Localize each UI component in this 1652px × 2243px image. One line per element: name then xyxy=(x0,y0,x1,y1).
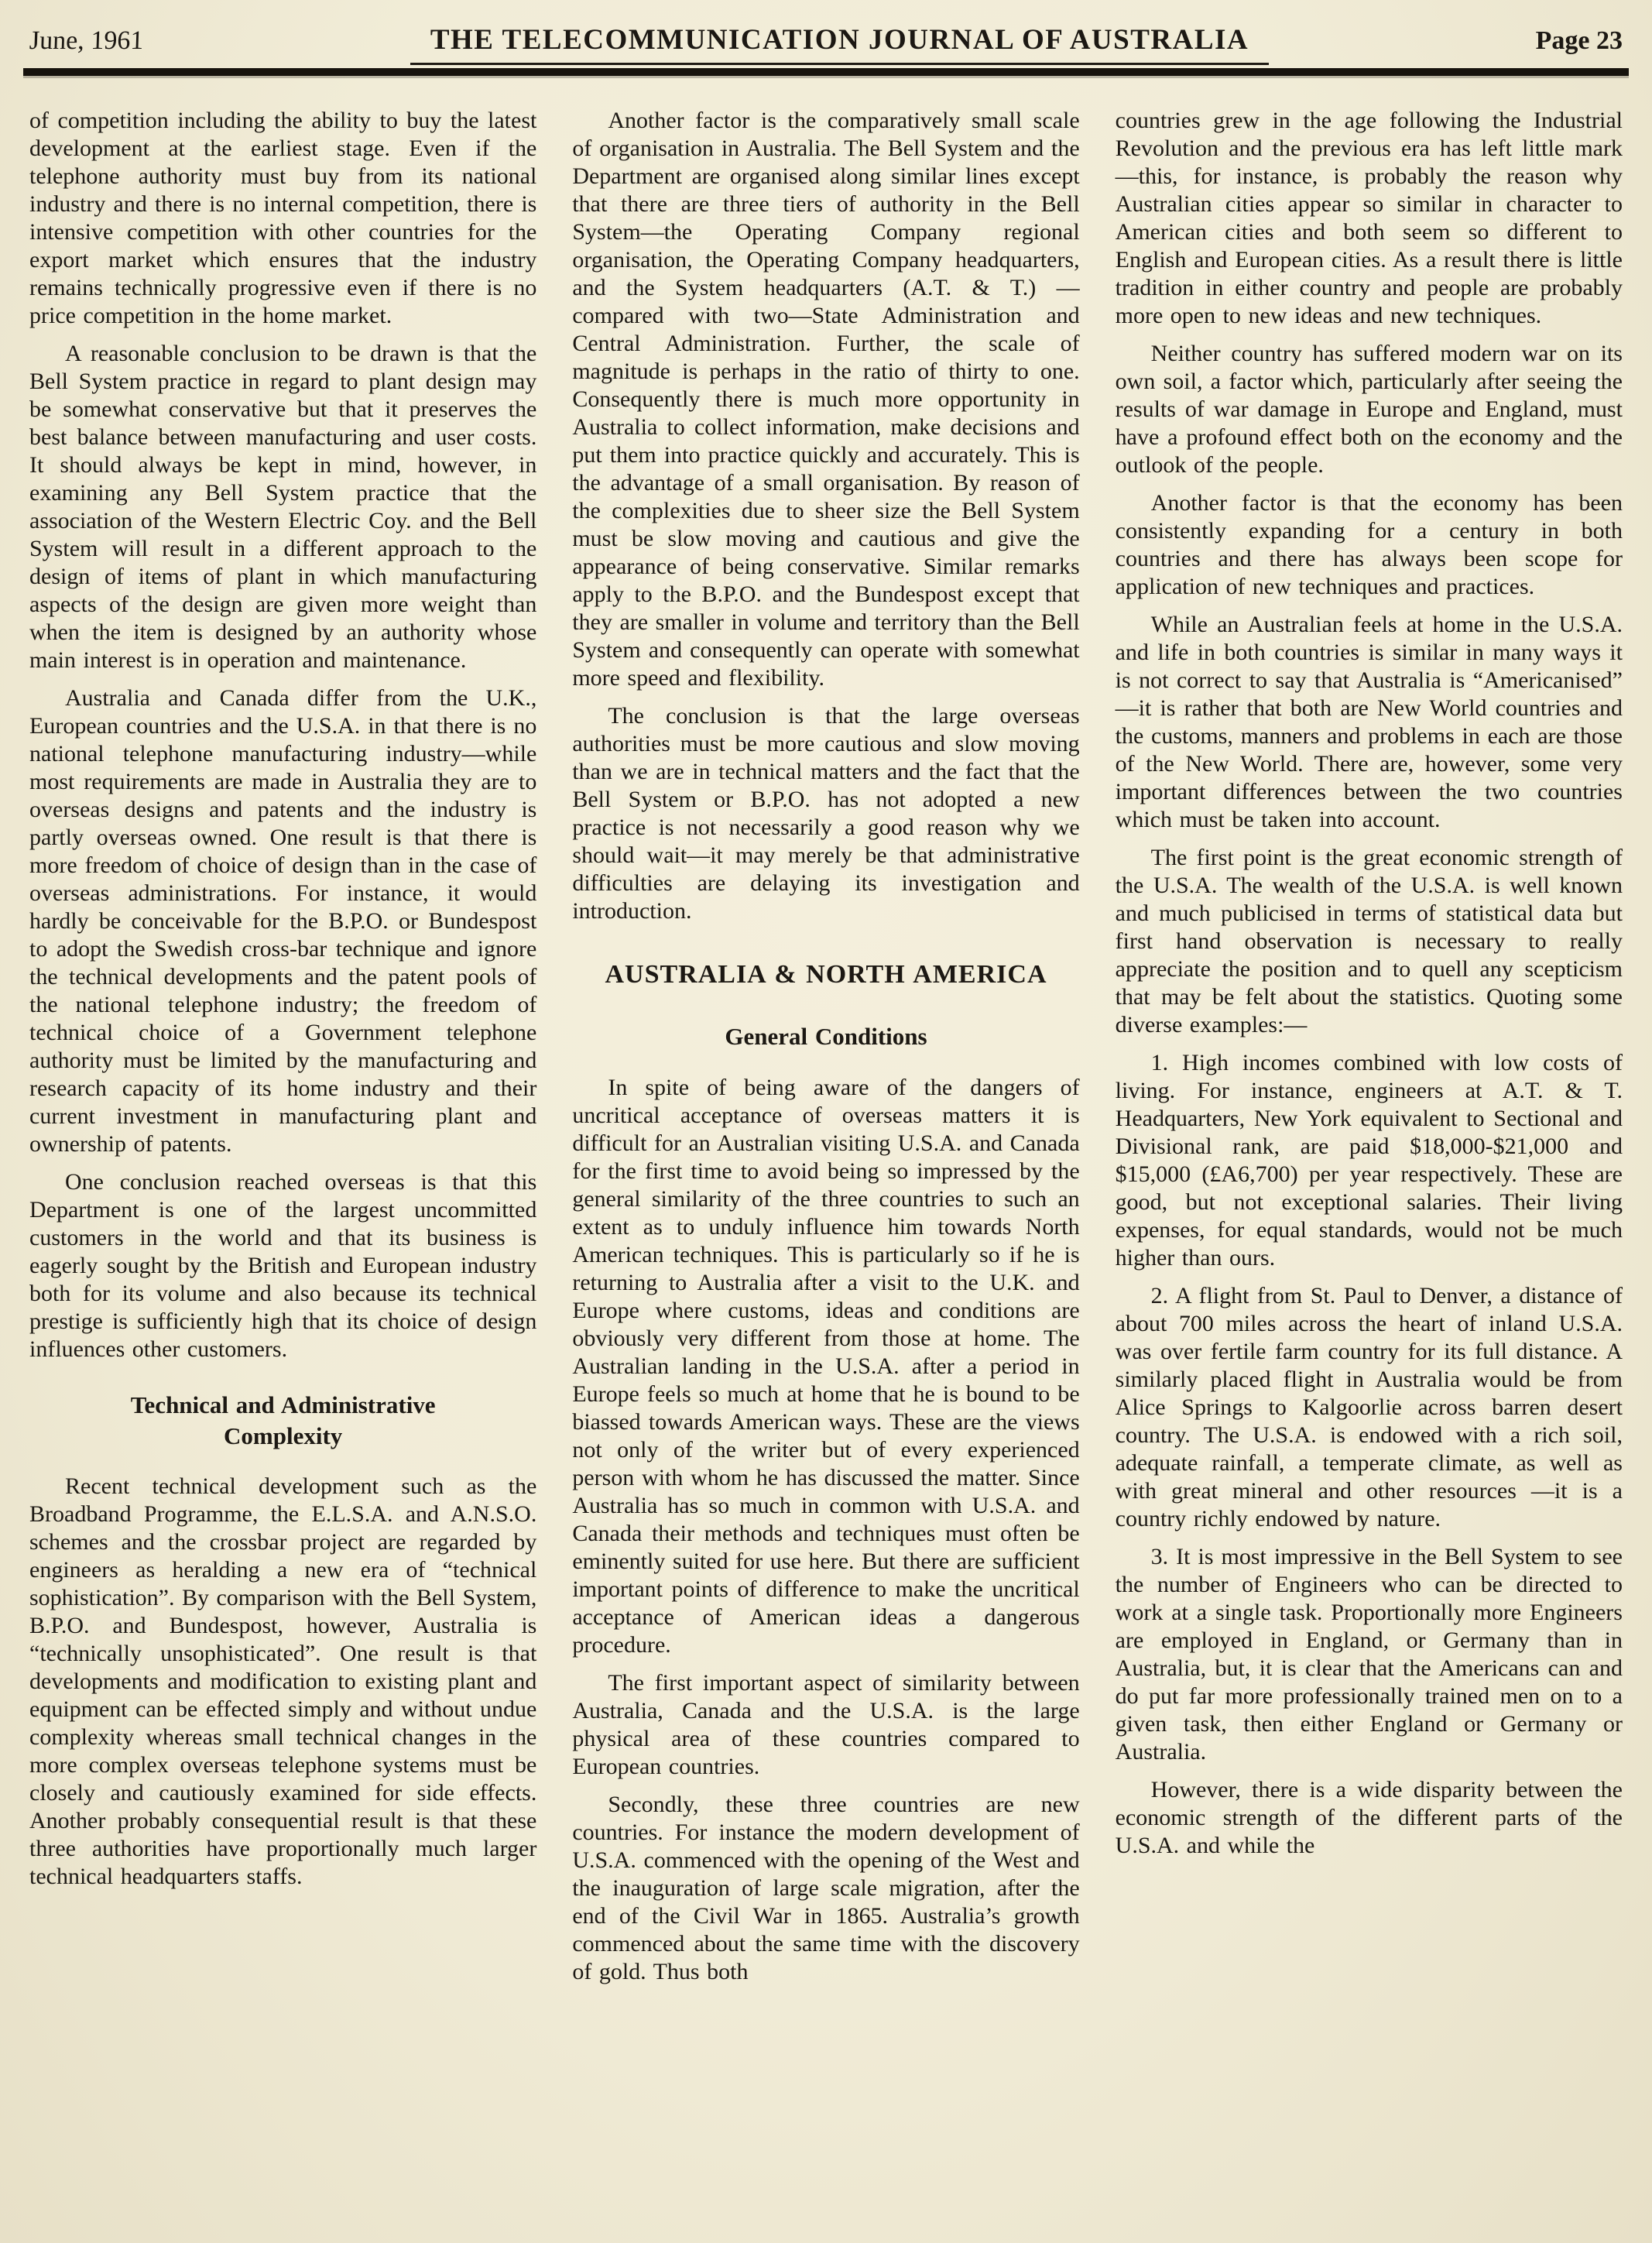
paragraph: The conclusion is that the large overseas authorities must be more cautious and slow moving than we are in technical matters and the fact that the Bell System or B.P.O. has not adopted a new practice is not necessarily a good reason why we should wait—it may merely be that administrative difficulties are delaying its investigation and introduction. xyxy=(572,703,1080,924)
paragraph: The first important aspect of similarity between Australia, Canada and the U.S.A. is the large physical area of these countries compared to European countries. xyxy=(572,1670,1080,1779)
subsection-heading-general-conditions: General Conditions xyxy=(725,1023,927,1050)
page-header xyxy=(23,19,1629,65)
journal-title: THE TELECOMMUNICATION JOURNAL OF AUSTRALIA xyxy=(410,23,1269,65)
paragraph: Australia and Canada differ from the U.K., European countries and the U.S.A. in that there is no national telephone manufacturing industry—while most requirements are made in Australia they are to overseas designs and patents and the industry is partly overseas owned. One result is that there is more freedom of choice of design than in the case of overseas administrations. For instance, it would hardly be conceivable for the B.P.O. or Bundespost to adopt the Swedish cross-bar technique and ignore the technical developments and the patent pools of the national telephone industry; the freedom of technical choice of a Government telephone authority must be limited by the manufacturing and research capacity of its home industry and their current investment in manufacturing plant and ownership of patents. xyxy=(29,685,537,1157)
numbered-item-3: 3. It is most impressive in the Bell System to see the number of Engineers who can be directed to work at a single task. Proportionally more Engineers are employed in England, or Germany than in Australia, but, it is clear that the Americans can and do put far more professionally trained men on to a given task, then either England or Germany or Australia. xyxy=(1115,1544,1623,1765)
paragraph: Recent technical development such as the Broadband Programme, the E.L.S.A. and A.N.S.O. schemes and the crossbar project are regarded by engineers as heralding a new era of “technical sophistication”. By comparison with the Bell System, B.P.O. and Bundespost, however, Australia is “technically unsophisticated”. One result is that developments and modification to existing plant and equipment can be effected simply and without undue complexity whereas small technical changes in the more complex overseas telephone systems must be closely and cautiously examined for side effects. Another probably consequential result is that these three authorities have proportionally much larger technical headquarters staffs. xyxy=(29,1473,537,1889)
numbered-item-1: 1. High incomes combined with low costs of living. For instance, engineers at A.T. & T. Headquarters, New York equivalent to Sectional and Divisional rank, are paid $18,000-$21,000 and $15,000 (£A6,700) per year respectively. These are good, but not exceptional salaries. Their living expenses, for equal standards, would not be much higher than ours. xyxy=(1115,1050,1623,1271)
paragraph: In spite of being aware of the dangers of uncritical acceptance of overseas matters it is difficult for an Australian visiting U.S.A. and Canada for the first time to avoid being so impressed by the general similarity of the three countries to such an extent as to unduly influence him towards North American techniques. This is particularly so if he is returning to Australia after a visit to the U.K. and Europe where customs, ideas and conditions are obviously very different from those at home. The Australian landing in the U.S.A. after a period in Europe feels so much at home that he is bound to be biassed towards American ways. These are the views not only of the writer but of every experienced person with whom he has discussed the matter. Since Australia has so much in common with U.S.A. and Canada their methods and techniques must often be eminently suited for use here. But there are sufficient important points of difference to make the uncritical acceptance of American ideas a dangerous procedure. xyxy=(572,1075,1080,1658)
issue-date: June, 1961 xyxy=(29,26,144,55)
paragraph: Neither country has suffered modern war on its own soil, a factor which, particularly after seeing the results of war damage in Europe and England, must have a profound effect both on the economy and the outlook of the people. xyxy=(1115,341,1623,478)
paragraph: A reasonable conclusion to be drawn is that the Bell System practice in regard to plant design may be somewhat conservative but that it preserves the best balance between manufacturing and user costs. It should always be kept in mind, however, in examining any Bell System practice that the association of the Western Electric Coy. and the Bell System will result in a different approach to the design of items of plant in which manufacturing aspects of the design are given more weight than when the item is designed by an authority whose main interest is in operation and maintenance. xyxy=(29,341,537,673)
page-number: Page 23 xyxy=(1535,26,1623,55)
paragraph: The first point is the great economic strength of the U.S.A. The wealth of the U.S.A. is well known and much publicised in terms of statistical data but first hand observation is necessary to really appreciate the position and to quell any scepticism that may be felt about the statistics. Quoting some diverse examples:— xyxy=(1115,845,1623,1037)
article-body xyxy=(23,76,1629,1996)
header-rule xyxy=(23,68,1629,76)
numbered-item-2: 2. A flight from St. Paul to Denver, a distance of about 700 miles across the heart of inland U.S.A. was over fertile farm country for its full distance. A similarly placed flight in Australia would be from Alice Springs to Kalgoorlie across barren desert country. The U.S.A. is endowed with a rich soil, adequate rainfall, a temperate climate, as well as with great mineral and other resources —it is a country richly endowed by nature. xyxy=(1115,1283,1623,1531)
paragraph: Secondly, these three countries are new countries. For instance the modern development of U.S.A. commenced with the opening of the West and the inauguration of large scale migration, after the end of the Civil War in 1865. Australia’s growth commenced about the same time with the discovery of gold. Thus both xyxy=(572,1792,1080,1984)
paragraph: One conclusion reached overseas is that this Department is one of the largest uncommitted customers in the world and that its business is eagerly sought by the British and European industry both for its volume and also because its technical prestige is sufficiently high that its choice of design influences other customers. xyxy=(29,1169,537,1362)
section-heading-australia-and-north-america: AUSTRALIA & NORTH AMERICA xyxy=(605,960,1047,989)
paragraph: countries grew in the age following the Industrial Revolution and the previous era has left little mark—this, for instance, is probably the reason why Australian cities appear so similar in character to American cities and both seem so different to English and European cities. As a result there is little tradition in either country and people are probably more open to new ideas and new techniques. xyxy=(1115,108,1623,328)
paragraph: While an Australian feels at home in the U.S.A. and life in both countries is similar in many ways it is not correct to say that Australia is “Americanised” —it is rather that both are New World countries and the customs, manners and problems in each are those of the New World. There are, however, some very important differences between the two countries which must be taken into account. xyxy=(1115,612,1623,832)
article-column-2 xyxy=(572,107,1079,1996)
paragraph: of competition including the ability to buy the latest development at the earliest stage. Even if the telephone authority must buy from its national industry and there is no internal competition, there is intensive competition with other countries for the export market which ensures that the industry remains technically progressive even if there is no price competition in the home market. xyxy=(29,108,537,328)
article-column-1 xyxy=(29,107,536,1996)
paragraph: Another factor is that the economy has been consistently expanding for a century in both countries and there has always been scope for application of new techniques and practices. xyxy=(1115,490,1623,599)
article-column-3 xyxy=(1116,107,1623,1996)
section-heading-technical-and-administrative-complexity: Technical and Administrative Complexity xyxy=(130,1391,436,1450)
paragraph: Another factor is the comparatively small scale of organisation in Australia. The Bell System and the Department are organised along similar lines except that there are three tiers of authority in the Bell System—the Operating Company regional organisation, the Operating Company headquarters, and the System headquarters (A.T. & T.) — compared with two—State Administration and Central Administration. Further, the scale of magnitude is perhaps in the ratio of thirty to one. Consequently there is much more opportunity in Australia to collect information, make decisions and put them into practice quickly and accurately. This is the advantage of a small organisation. By reason of the complexities due to sheer size the Bell System must be slow moving and cautious and give the appearance of being conservative. Similar remarks apply to the B.P.O. and the Bundespost except that they are smaller in volume and territory than the Bell System and consequently can operate with somewhat more speed and flexibility. xyxy=(572,108,1080,691)
paragraph: However, there is a wide disparity between the economic strength of the different parts of the U.S.A. and while the xyxy=(1115,1777,1623,1858)
